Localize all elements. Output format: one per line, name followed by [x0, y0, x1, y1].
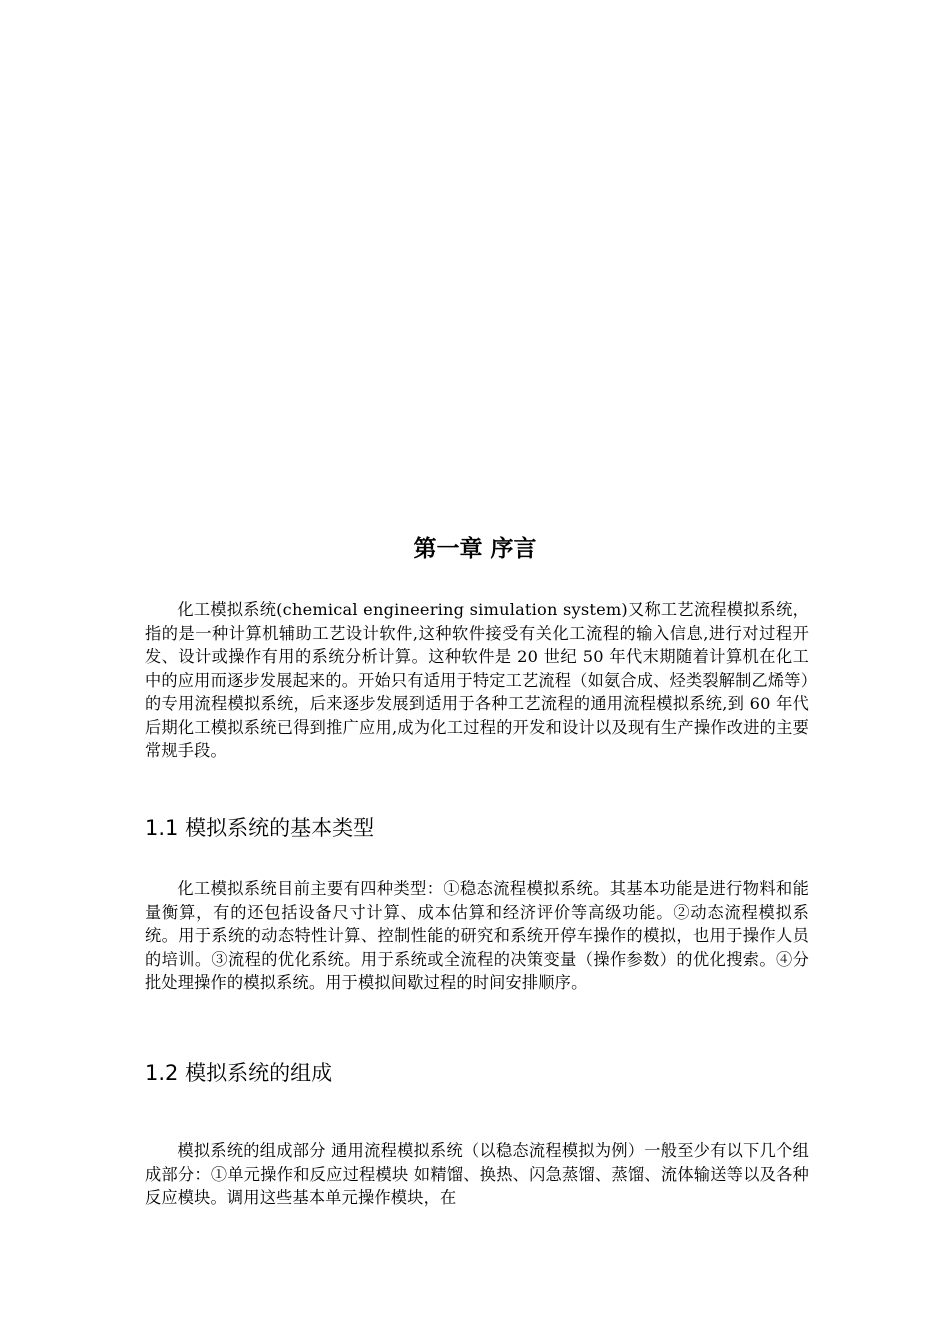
- section-heading-1-2: 1.2 模拟系统的组成: [145, 1061, 333, 1085]
- intro-paragraph: 化工模拟系统(chemical engineering simulation system)又称工艺流程模拟系统，指的是一种计算机辅助工艺设计软件,这种软件接受有关化工流程的输入信息,进行对过程开发、设计或操作有用的系统分析计算。这种软件是 20 世纪 50 年代末期随着计算机在化工中的应用而逐步发展起来的。开始只有适用于特定工艺流程（如氨合成、烃类裂解制乙烯等）的专用流程模拟系统，后来逐步发展到适用于各种工艺流程的通用流程模拟系统,到 60 年代后期化工模拟系统已得到推广应用,成为化工过程的开发和设计以及现有生产操作改进的主要常规手段。: [145, 600, 809, 760]
- section-heading-1-1: 1.1 模拟系统的基本类型: [145, 816, 375, 840]
- section-paragraph-1-2: 模拟系统的组成部分 通用流程模拟系统（以稳态流程模拟为例）一般至少有以下几个组成部分：①单元操作和反应过程模块 如精馏、换热、闪急蒸馏、蒸馏、流体输送等以及各种反应模块。调用这些基本单元操作模块，在: [145, 1141, 809, 1207]
- section-paragraph-1-1: 化工模拟系统目前主要有四种类型：①稳态流程模拟系统。其基本功能是进行物料和能量衡算，有的还包括设备尺寸计算、成本估算和经济评价等高级功能。②动态流程模拟系统。用于系统的动态特性计算、控制性能的研究和系统开停车操作的模拟，也用于操作人员的培训。③流程的优化系统。用于系统或全流程的决策变量（操作参数）的优化搜索。④分批处理操作的模拟系统。用于模拟间歇过程的时间安排顺序。: [145, 879, 809, 992]
- chapter-title: 第一章 序言: [413, 536, 537, 562]
